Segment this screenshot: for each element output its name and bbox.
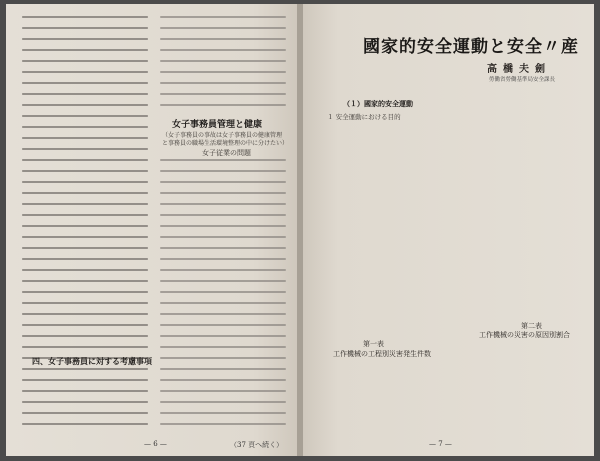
subsection-heading: １ 安全運動における目的 (327, 113, 401, 121)
text-line (22, 379, 148, 381)
text-line (22, 192, 148, 194)
text-line (22, 225, 148, 227)
text-line (160, 379, 286, 381)
text-line (22, 423, 148, 425)
text-line (22, 269, 148, 271)
text-line (160, 60, 286, 62)
text-line (22, 159, 148, 161)
text-line (160, 214, 286, 216)
author-affiliation: 勞働省勞働基準局安全課長 (489, 77, 556, 83)
text-line (160, 346, 286, 348)
text-line (22, 291, 148, 293)
text-line (22, 137, 148, 139)
text-line (22, 170, 148, 172)
text-line (160, 390, 286, 392)
table-caption: 第二表 (521, 322, 542, 330)
text-line (160, 82, 286, 84)
left-page (6, 4, 297, 456)
text-line (22, 60, 148, 62)
section-heading: （１）國家的安全運動 (343, 99, 413, 108)
book-spread (6, 4, 594, 456)
text-line (160, 313, 286, 315)
article-author: 高橋夫劍 (487, 64, 551, 75)
text-line (160, 412, 286, 414)
text-line (160, 236, 286, 238)
page-number: — 7 — (429, 440, 452, 448)
text-line (160, 192, 286, 194)
text-line (160, 258, 286, 260)
text-line (160, 225, 286, 227)
section-heading: 女子事務員管理と健康 (172, 120, 263, 130)
text-line (160, 71, 286, 73)
text-line (22, 181, 148, 183)
text-line (22, 335, 148, 337)
text-line (160, 16, 286, 18)
text-line (22, 93, 148, 95)
text-line (160, 291, 286, 293)
section-note: （女子事務員の事故は女子事務員の健康管理 (162, 132, 283, 139)
text-line (160, 423, 286, 425)
text-line (22, 115, 148, 117)
text-line (160, 38, 286, 40)
article-title: 國家的安全運動と安全〃産 (363, 37, 579, 57)
page-number: — 6 — (144, 440, 167, 448)
text-line (160, 159, 286, 161)
text-line (22, 247, 148, 249)
text-line (22, 214, 148, 216)
text-line (160, 170, 286, 172)
text-line (160, 49, 286, 51)
right-page (303, 4, 594, 456)
text-line (22, 412, 148, 414)
text-line (22, 313, 148, 315)
text-line (22, 27, 148, 29)
section-heading: 四、女子事務員に対する考慮事項 (32, 356, 152, 366)
text-line (160, 269, 286, 271)
text-line (160, 247, 286, 249)
text-line (160, 368, 286, 370)
text-line (22, 390, 148, 392)
text-line (160, 280, 286, 282)
subsection-heading: 女子従業の問題 (202, 149, 251, 157)
text-line (160, 203, 286, 205)
text-line (160, 302, 286, 304)
text-line (160, 357, 286, 359)
text-line (160, 27, 286, 29)
section-note: と事務員の職場生活環境整理の中に分けたい） (162, 140, 289, 147)
text-line (160, 401, 286, 403)
text-line (22, 16, 148, 18)
table-caption: 工作機械の災害の原因別割合 (479, 331, 570, 339)
text-line (22, 401, 148, 403)
text-line (22, 104, 148, 106)
text-line (160, 104, 286, 106)
text-line (160, 181, 286, 183)
table-caption: 第一表 (363, 340, 384, 348)
text-line (22, 82, 148, 84)
text-line (22, 203, 148, 205)
text-line (160, 335, 286, 337)
text-line (22, 258, 148, 260)
continuation-note: （37 頁へ続く） (230, 441, 284, 449)
text-line (22, 302, 148, 304)
text-line (22, 324, 148, 326)
text-line (22, 49, 148, 51)
text-line (22, 148, 148, 150)
text-line (22, 368, 148, 370)
table-caption: 工作機械の工程別災害発生件数 (333, 350, 431, 358)
text-line (22, 346, 148, 348)
text-line (22, 280, 148, 282)
text-line (22, 126, 148, 128)
text-line (160, 324, 286, 326)
text-line (22, 38, 148, 40)
text-line (160, 93, 286, 95)
text-line (22, 236, 148, 238)
text-line (22, 71, 148, 73)
